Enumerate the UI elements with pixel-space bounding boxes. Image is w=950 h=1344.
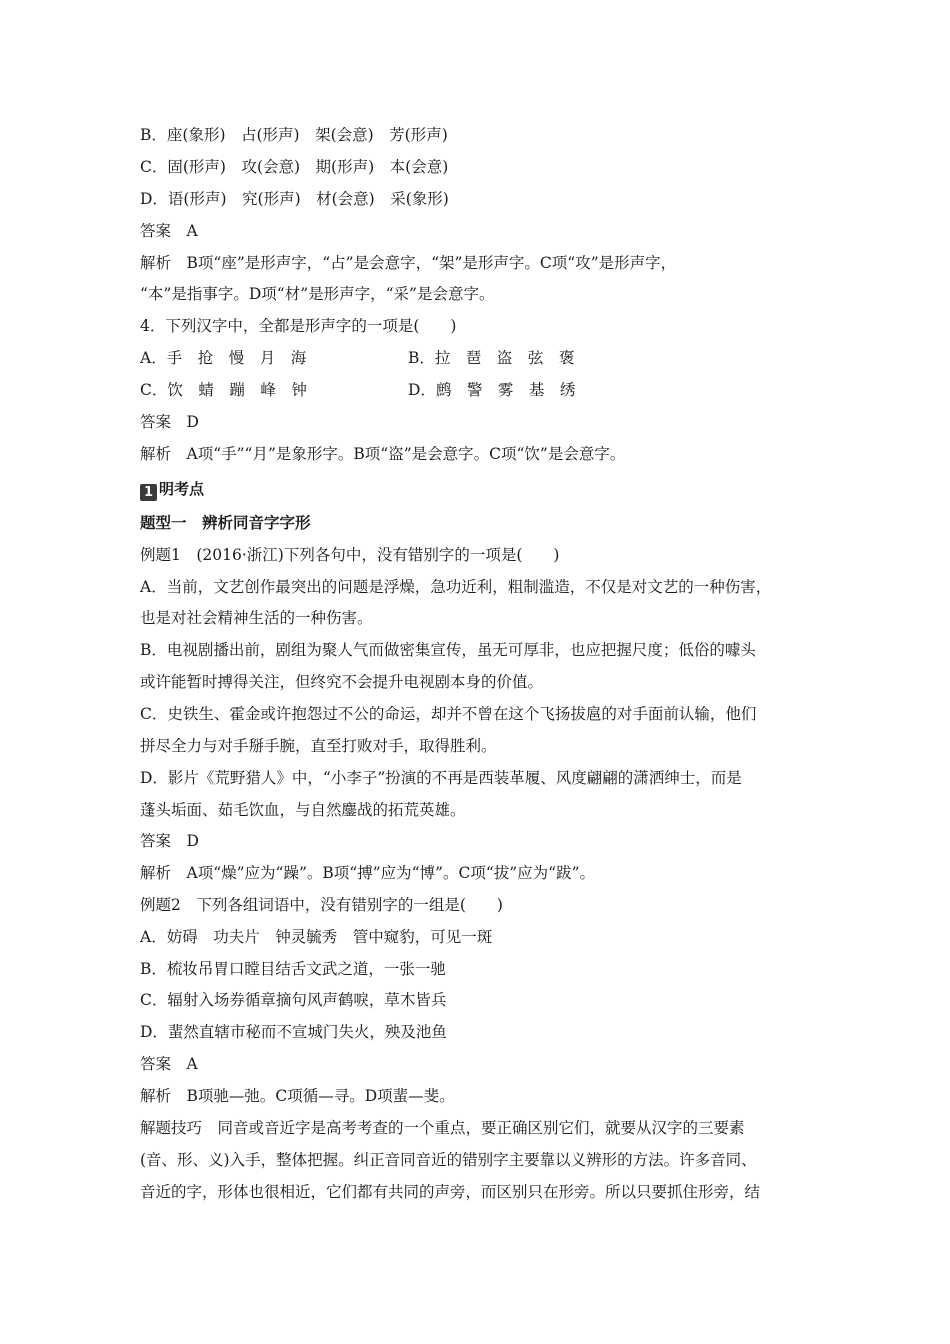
ex2-analysis: 解析 B项驰—弛。C项循—寻。D项蜚—斐。 [140,1087,455,1105]
option-d-prev: D．语(形声) 究(形声) 材(会意) 采(象形) [140,190,449,208]
ex1-analysis: 解析 A项“燥”应为“躁”。B项“搏”应为“博”。C项“拔”应为“跋”。 [140,864,596,882]
q3-analysis-line1: 解析 B项“座”是形声字，“占”是会意字，“架”是形声字。C项“攻”是形声字， [140,254,677,272]
ex1-option-c-line2: 拼尽全力与对手掰手腕，直至打败对手，取得胜利。 [140,737,497,755]
tips-line3: 音近的字，形体也很相近，它们都有共同的声旁，而区别只在形旁。所以只要抓住形旁，结 [140,1183,761,1201]
option-b-prev: B．座(象形) 占(形声) 架(会意) 芳(形声) [140,126,448,144]
q4-analysis: 解析 A项“手”“月”是象形字。B项“盗”是会意字。C项“饮”是会意字。 [140,445,626,463]
type-heading: 题型一 辨析同音字字形 [140,514,311,532]
ex1-answer: 答案 D [140,832,199,850]
q3-analysis-line2: “本”是指事字。D项“材”是形声字，“采”是会意字。 [140,285,495,303]
ex1-option-d-line2: 蓬头垢面、茹毛饮血，与自然鏖战的拓荒英雄。 [140,801,466,819]
ex1-option-d-line1: D．影片《荒野猎人》中，“小李子”扮演的不再是西装革履、风度翩翩的潇洒绅士，而是 [140,769,742,787]
ex1-option-c-line1: C．史铁生、霍金或许抱怨过不公的命运，却并不曾在这个飞扬拔扈的对手面前认输，他们 [140,705,757,723]
section-header [140,478,204,501]
ex2-option-a: A．妨碍 功夫片 钟灵毓秀 管中窥豹，可见一斑 [140,928,493,946]
q4-option-c: C．饮 蜻 蹦 峰 钟 [140,381,307,399]
ex1-option-a-line1: A．当前，文艺创作最突出的问题是浮燥，急功近利，粗制滥造，不仅是对文艺的一种伤害， [140,578,772,596]
option-c-prev: C．固(形声) 攻(会意) 期(形声) 本(会意) [140,158,449,176]
ex2-option-b: B．梳妆吊胃口瞠目结舌文武之道，一张一驰 [140,960,446,978]
ex2-option-c: C．辐射入场券循章摘句风声鹤唳，草木皆兵 [140,991,447,1009]
ex2-stem: 例题2 下列各组词语中，没有错别字的一组是( ) [140,896,503,914]
ex2-option-d: D．蜚然直辖市秘而不宣城门失火，殃及池鱼 [140,1023,447,1041]
q4-option-a: A．手 抢 慢 月 海 [140,349,307,367]
tips-line2: (音、形、义)入手，整体把握。纠正音同音近的错别字主要靠以义辨形的方法。许多音同、 [140,1151,757,1169]
ex1-option-b-line2: 或许能暂时搏得关注，但终究不会提升电视剧本身的价值。 [140,673,544,691]
q4-answer: 答案 D [140,413,199,431]
ex1-stem: 例题1 (2016·浙江)下列各句中，没有错别字的一项是( ) [140,546,560,564]
section-number-badge: 1 [140,484,157,501]
q3-answer: 答案 A [140,222,198,240]
q4-option-d: D．鹧 警 雾 基 绣 [408,381,576,399]
ex1-option-a-line2: 也是对社会精神生活的一种伤害。 [140,609,373,627]
ex1-option-b-line1: B．电视剧播出前，剧组为聚人气而做密集宣传，虽无可厚非，也应把握尺度；低俗的噱头 [140,641,756,659]
q4-stem: 4．下列汉字中，全都是形声字的一项是( ) [140,317,457,335]
section-title: 明考点 [159,480,205,498]
q4-option-b: B．拉 琶 盗 弦 褒 [408,349,575,367]
tips-line1: 解题技巧 同音或音近字是高考考查的一个重点，要正确区别它们，就要从汉字的三要素 [140,1119,745,1137]
ex2-answer: 答案 A [140,1055,198,1073]
